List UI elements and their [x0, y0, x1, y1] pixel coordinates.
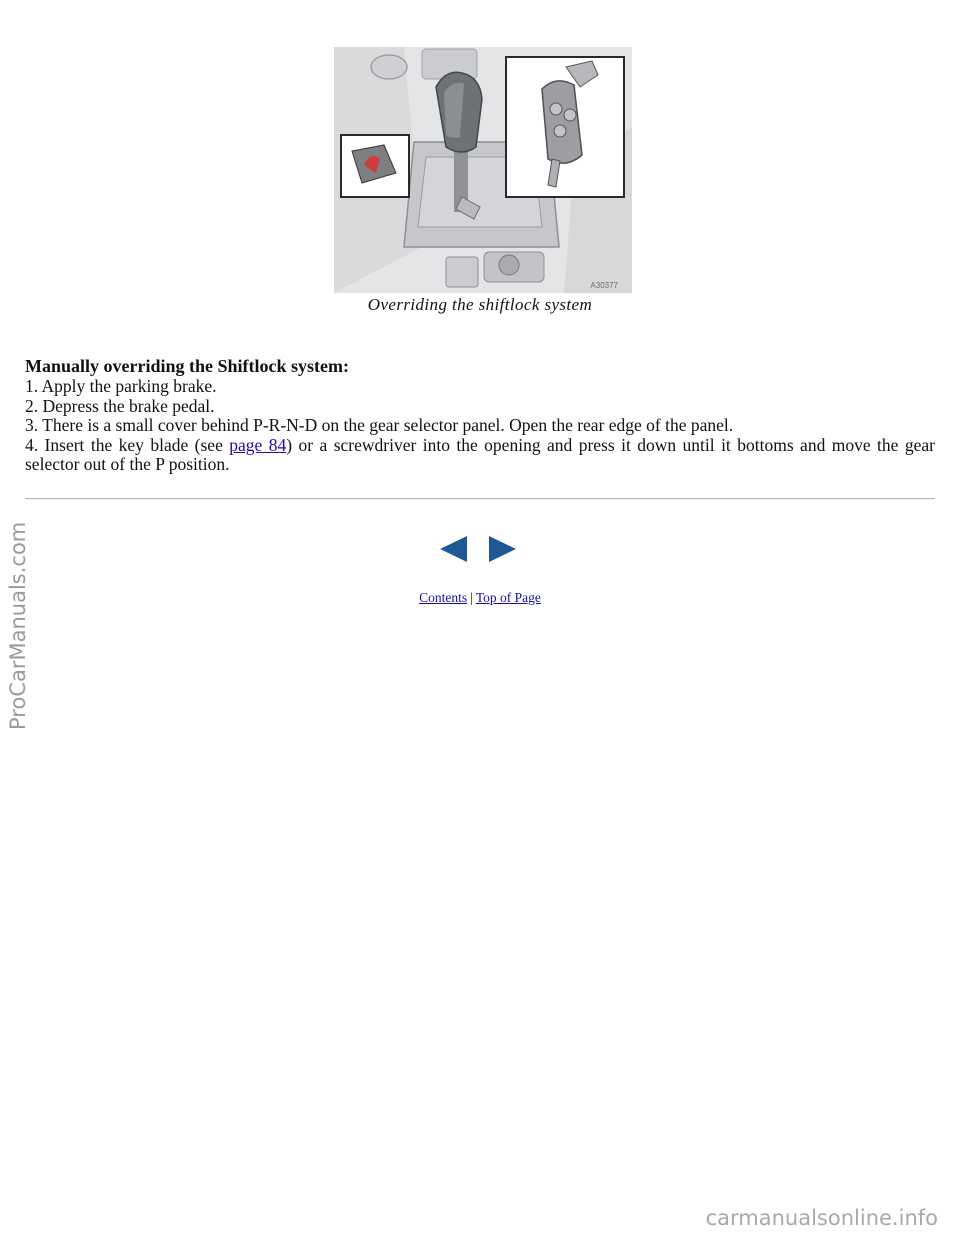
divider — [25, 498, 935, 500]
figure-caption: Overriding the shiftlock system — [367, 295, 593, 314]
section-heading: Manually overriding the Shiftlock system: — [25, 356, 349, 376]
arrow-right-icon[interactable] — [489, 536, 516, 562]
figure-code: A30377 — [590, 281, 618, 290]
shiftlock-figure — [334, 47, 632, 293]
page-84-link[interactable]: page 84 — [229, 434, 287, 455]
top-of-page-link[interactable]: Top of Page — [475, 590, 541, 605]
step-2: 2. Depress the brake pedal. — [25, 395, 215, 416]
bottom-watermark: carmanualsonline.info — [705, 1206, 938, 1230]
side-watermark: ProCarManuals.com — [6, 521, 30, 730]
page-navigation — [440, 536, 516, 562]
step-4 — [25, 436, 935, 475]
arrow-left-icon[interactable] — [440, 536, 467, 562]
link-separator: | — [470, 590, 473, 605]
footer-links — [0, 590, 960, 606]
shiftlock-illustration — [334, 47, 632, 293]
steps-list — [25, 377, 935, 475]
step-4-text-end: ) or a screwdriver into the opening and press it down until it bottoms and move the gear selector out of the P position. — [25, 434, 935, 474]
step-1: 1. Apply the parking brake. — [25, 376, 217, 396]
step-3: 3. There is a small cover behind P-R-N-D on the gear selector panel. Open the rear edge of the panel. — [25, 415, 734, 435]
contents-link[interactable]: Contents — [419, 590, 468, 605]
step-4-text-start: 4. Insert the key blade (see — [25, 434, 230, 455]
